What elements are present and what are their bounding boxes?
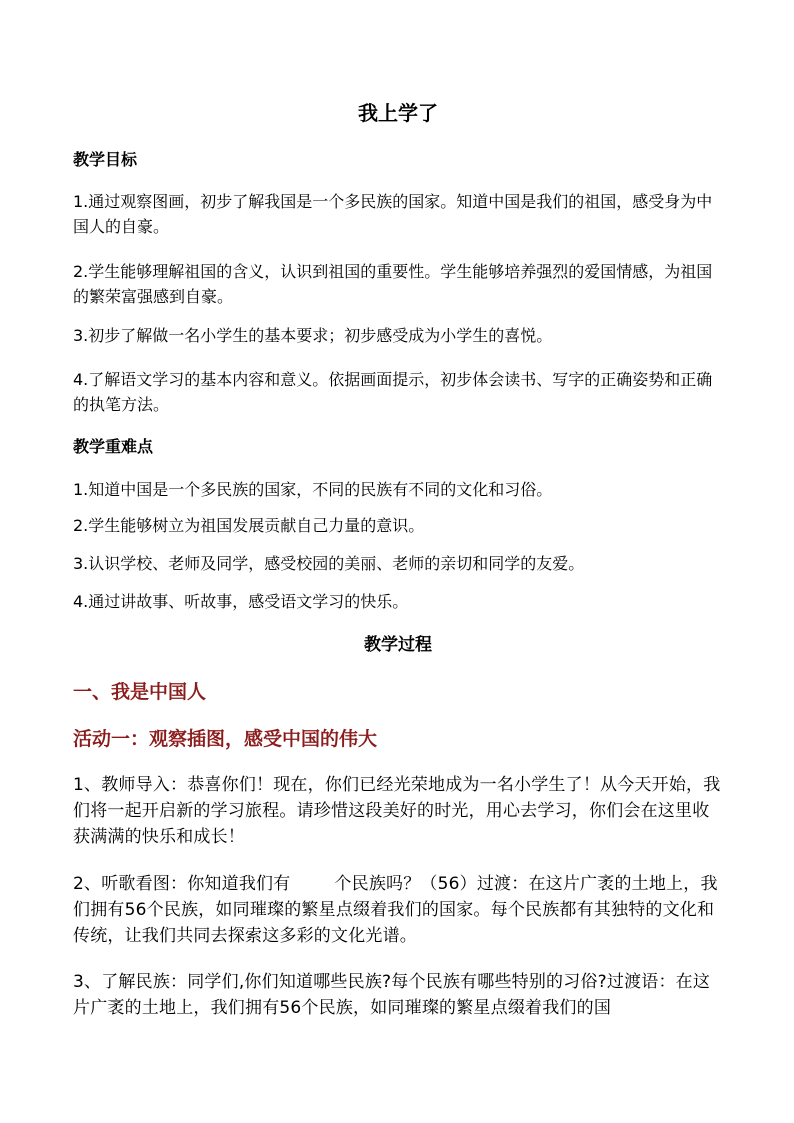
document-title: 我上学了 <box>358 101 438 125</box>
process-step-2 <box>73 871 723 949</box>
key-point-item-4: 4.通过讲故事、听故事，感受语文学习的快乐。 <box>73 592 409 611</box>
step2-prefix: 2、听歌看图：你知道我们有 <box>73 874 291 894</box>
part1-heading: 一、我是中国人 <box>73 681 207 703</box>
step2-suffix: 个民族吗？（56）过渡：在这片广袤的土地上，我们拥有56个民族，如同璀璨的繁星点缀着我们的国家。每个民族都有其独特的文化和传统，让我们共同去探索这多彩的文化光谱。 <box>73 874 718 946</box>
process-step-1: 1、教师导入：恭喜你们！现在，你们已经光荣地成为一名小学生了！从今天开始，我们将一起开启新的学习旅程。请珍惜这段美好的时光，用心去学习，你们会在这里收获满满的快乐和成长！ <box>73 775 721 847</box>
objectives-heading: 教学目标 <box>73 150 138 169</box>
objective-item-3: 3.初步了解做一名小学生的基本要求；初步感受成为小学生的喜悦。 <box>73 326 553 345</box>
key-point-item-2: 2.学生能够树立为祖国发展贡献自己力量的意识。 <box>73 516 425 535</box>
objective-item-2: 2.学生能够理解祖国的含义，认识到祖国的重要性。学生能够培养强烈的爱国情感，为祖国的繁荣富强感到自豪。 <box>73 262 713 306</box>
activity1-heading: 活动一：观察插图，感受中国的伟大 <box>73 728 378 750</box>
objective-item-1: 1.通过观察图画，初步了解我国是一个多民族的国家。知道中国是我们的祖国，感受身为中国人的自豪。 <box>73 192 713 236</box>
process-heading: 教学过程 <box>364 635 432 655</box>
key-points-heading: 教学重难点 <box>73 437 154 456</box>
key-point-item-3: 3.认识学校、老师及同学，感受校园的美丽、老师的亲切和同学的友爱。 <box>73 554 585 573</box>
process-step-3: 3、了解民族：同学们,你们知道哪些民族?每个民族有哪些特别的习俗?过渡语：在这片广袤的土地上，我们拥有56个民族，如同璀璨的繁星点缀着我们的国 <box>73 972 711 1018</box>
key-point-item-1: 1.知道中国是一个多民族的国家，不同的民族有不同的文化和习俗。 <box>73 480 553 499</box>
objective-item-4: 4.了解语文学习的基本内容和意义。依据画面提示，初步体会读书、写字的正确姿势和正确的执笔方法。 <box>73 370 713 414</box>
